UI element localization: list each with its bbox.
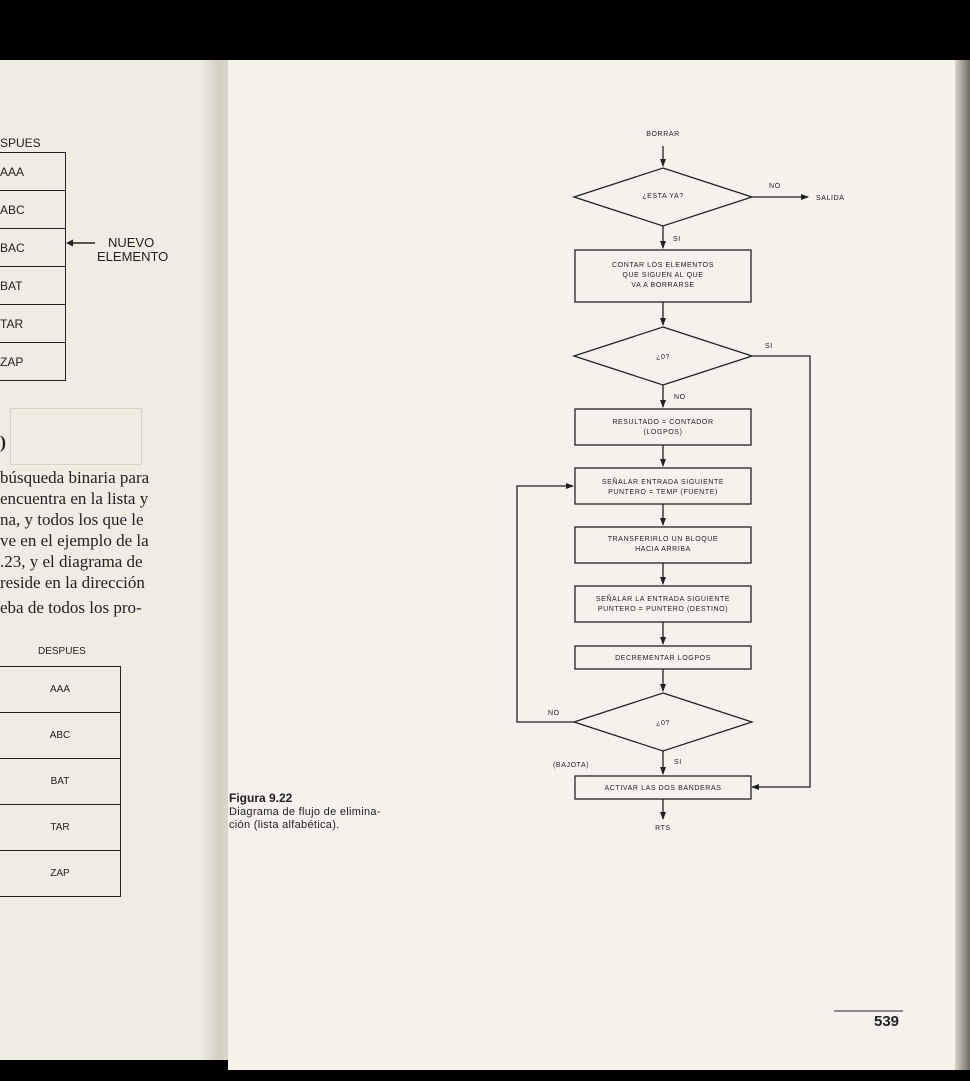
new-element-label-1: NUEVO [108, 235, 155, 250]
paragraph-line: reside en la dirección [0, 573, 145, 592]
list-item: TAR [0, 804, 121, 851]
box-line: DECREMENTAR LOGPOS [615, 655, 711, 662]
box-line: PUNTERO = TEMP (FUENTE) [608, 489, 718, 496]
box-line: TRANSFERIRLO UN BLOQUE [607, 536, 719, 543]
page-number: 539 [874, 1013, 900, 1030]
exit-label: SALIDA [816, 195, 845, 202]
decision-label: ¿ESTA YA? [642, 193, 684, 200]
caption-line: ción (lista alfabética). [229, 819, 340, 831]
start-label: BORRAR [646, 131, 680, 138]
list-item-new: BAC [0, 228, 66, 267]
fig-top-header: SPUES [0, 136, 41, 150]
box-line: RESULTADO = CONTADOR [612, 419, 714, 426]
box-line: QUE SIGUEN AL QUE [622, 272, 704, 279]
list-item: ZAP [0, 342, 66, 381]
caption-line: Diagrama de flujo de elimina- [229, 806, 381, 818]
no-label: NO [674, 394, 686, 401]
list-item: TAR [0, 304, 66, 343]
paragraph-line: eba de todos los pro- [0, 598, 142, 617]
fig-bottom-header: DESPUES [38, 646, 86, 657]
paragraph-line: na, y todos los que le [0, 510, 144, 529]
list-item: ABC [0, 190, 66, 229]
decision-label: ¿0? [656, 354, 670, 361]
list-item: ABC [0, 712, 121, 759]
bajota-label: (BAJOTA) [553, 762, 590, 769]
box-line: PUNTERO = PUNTERO (DESTINO) [597, 606, 729, 613]
flow-arrow [752, 356, 810, 787]
process-box [575, 586, 751, 622]
list-item: BAT [0, 266, 66, 305]
flow-arrow [517, 486, 574, 722]
box-line: SEÑALAR LA ENTRADA SIGUIENTE [595, 596, 731, 603]
paragraph-line: ve en el ejemplo de la [0, 531, 149, 550]
box-line: (LOGPOS) [643, 429, 683, 436]
process-box [575, 468, 751, 504]
box-line: VA A BORRARSE [631, 282, 695, 289]
box-line: SEÑALAR ENTRADA SIGUIENTE [601, 479, 725, 486]
decision-label: ¿0? [656, 720, 670, 727]
si-label: SI [765, 343, 773, 350]
box-line: HACIA ARRIBA [635, 546, 691, 553]
list-item: BAT [0, 758, 121, 805]
box-line: ACTIVAR LAS DOS BANDERAS [604, 785, 722, 792]
si-label: SI [673, 236, 681, 243]
paragraph-line: .23, y el diagrama de [0, 552, 143, 571]
paragraph-line: encuentra en la lista y [0, 489, 149, 508]
list-item: AAA [0, 152, 66, 191]
new-element-label-2: ELEMENTO [97, 249, 169, 264]
no-label: NO [548, 710, 560, 717]
list-item: ZAP [0, 850, 121, 897]
section-mark: ) [0, 432, 6, 452]
process-box [575, 527, 751, 563]
paragraph-line: búsqueda binaria para [0, 468, 150, 487]
process-box [575, 409, 751, 445]
no-label: NO [769, 183, 781, 190]
end-label: RTS [655, 825, 671, 832]
list-item: AAA [0, 666, 121, 713]
box-line: CONTAR LOS ELEMENTOS [612, 262, 714, 269]
si-label: SI [674, 759, 682, 766]
figure-number: Figura 9.22 [229, 791, 293, 805]
